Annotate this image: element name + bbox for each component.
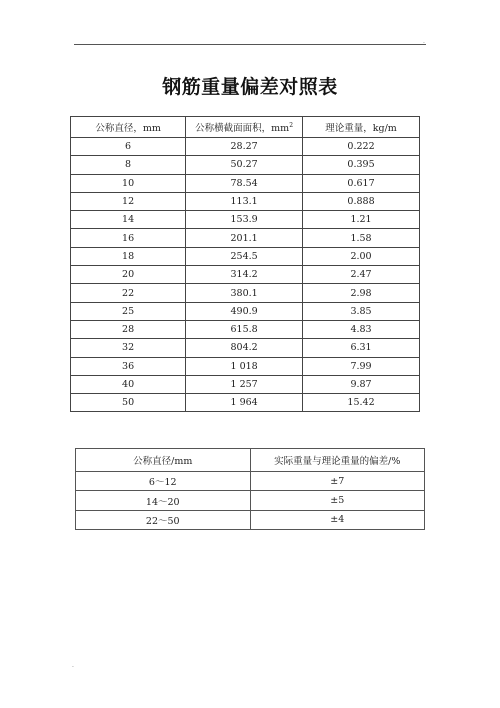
- rebar-weight-table-body: [71, 138, 420, 412]
- table-cell: 804.2: [186, 339, 303, 357]
- table-cell: 6～12: [76, 472, 251, 491]
- table-row: [71, 302, 420, 320]
- col-header-deviation: 实际重量与理论重量的偏差/%: [250, 449, 425, 472]
- page-title: 钢筋重量偏差对照表: [162, 76, 338, 98]
- table-cell: ±4: [250, 510, 425, 529]
- table-cell: 6.31: [303, 339, 420, 357]
- table-row: [71, 375, 420, 393]
- table-cell: 18: [71, 247, 186, 265]
- table-row: [71, 284, 420, 302]
- table-cell: 15.42: [303, 394, 420, 412]
- table-cell: 8: [71, 156, 186, 174]
- table-cell: 40: [71, 375, 186, 393]
- table-cell: 25: [71, 302, 186, 320]
- col-header-area-sup: 2: [289, 121, 294, 129]
- table-cell: 36: [71, 357, 186, 375]
- table-cell: 1 018: [186, 357, 303, 375]
- table-cell: 7.99: [303, 357, 420, 375]
- table-cell: 50: [71, 394, 186, 412]
- table-cell: 0.617: [303, 174, 420, 192]
- table-cell: 28.27: [186, 138, 303, 156]
- table-cell: 50.27: [186, 156, 303, 174]
- table-header-row: [71, 117, 420, 138]
- table-cell: 16: [71, 229, 186, 247]
- table-row: [71, 174, 420, 192]
- table-cell: 28: [71, 320, 186, 338]
- col-header-area-text: 公称横截面面积，mm: [195, 123, 290, 134]
- rebar-weight-table: [70, 116, 420, 412]
- table-cell: 201.1: [186, 229, 303, 247]
- table-cell: 22: [71, 284, 186, 302]
- table-row: [76, 472, 425, 491]
- col-header-area: [186, 117, 303, 138]
- table-row: [71, 229, 420, 247]
- header-mark: .: [423, 38, 425, 45]
- table-cell: 4.83: [303, 320, 420, 338]
- table-cell: 314.2: [186, 266, 303, 284]
- table-row: [76, 510, 425, 529]
- table-cell: ±5: [250, 491, 425, 510]
- table-cell: 22～50: [76, 510, 251, 529]
- table-cell: 32: [71, 339, 186, 357]
- table-row: [71, 357, 420, 375]
- table-row: [76, 491, 425, 510]
- weight-deviation-table-body: [76, 472, 425, 530]
- table-cell: 2.47: [303, 266, 420, 284]
- table-row: [71, 339, 420, 357]
- table-header-row: [76, 449, 425, 472]
- table-cell: 380.1: [186, 284, 303, 302]
- table-cell: 1.58: [303, 229, 420, 247]
- table-cell: 9.87: [303, 375, 420, 393]
- table-cell: 0.222: [303, 138, 420, 156]
- table-row: [71, 394, 420, 412]
- table-cell: 14: [71, 211, 186, 229]
- table-cell: 2.00: [303, 247, 420, 265]
- table-cell: 490.9: [186, 302, 303, 320]
- footer-mark: .: [72, 662, 74, 669]
- table-cell: 0.888: [303, 192, 420, 210]
- table-cell: 113.1: [186, 192, 303, 210]
- table-cell: 78.54: [186, 174, 303, 192]
- col-header-diameter: 公称直径/mm: [76, 449, 251, 472]
- table-row: [71, 211, 420, 229]
- table-cell: 254.5: [186, 247, 303, 265]
- table-cell: 153.9: [186, 211, 303, 229]
- table-row: [71, 266, 420, 284]
- weight-deviation-table: [75, 448, 425, 530]
- table-cell: 1.21: [303, 211, 420, 229]
- table-cell: 1 964: [186, 394, 303, 412]
- table-row: [71, 320, 420, 338]
- table-cell: 20: [71, 266, 186, 284]
- table-row: [71, 192, 420, 210]
- table-cell: 0.395: [303, 156, 420, 174]
- table-cell: 6: [71, 138, 186, 156]
- col-header-diameter: 公称直径，mm: [71, 117, 186, 138]
- table-cell: 3.85: [303, 302, 420, 320]
- table-row: [71, 138, 420, 156]
- table-cell: 1 257: [186, 375, 303, 393]
- table-row: [71, 156, 420, 174]
- table-cell: ±7: [250, 472, 425, 491]
- table-cell: 10: [71, 174, 186, 192]
- header-rule: [74, 44, 426, 45]
- table-cell: 14～20: [76, 491, 251, 510]
- table-cell: 12: [71, 192, 186, 210]
- table-cell: 615.8: [186, 320, 303, 338]
- table-cell: 2.98: [303, 284, 420, 302]
- table-row: [71, 247, 420, 265]
- col-header-weight: 理论重量，kg/m: [303, 117, 420, 138]
